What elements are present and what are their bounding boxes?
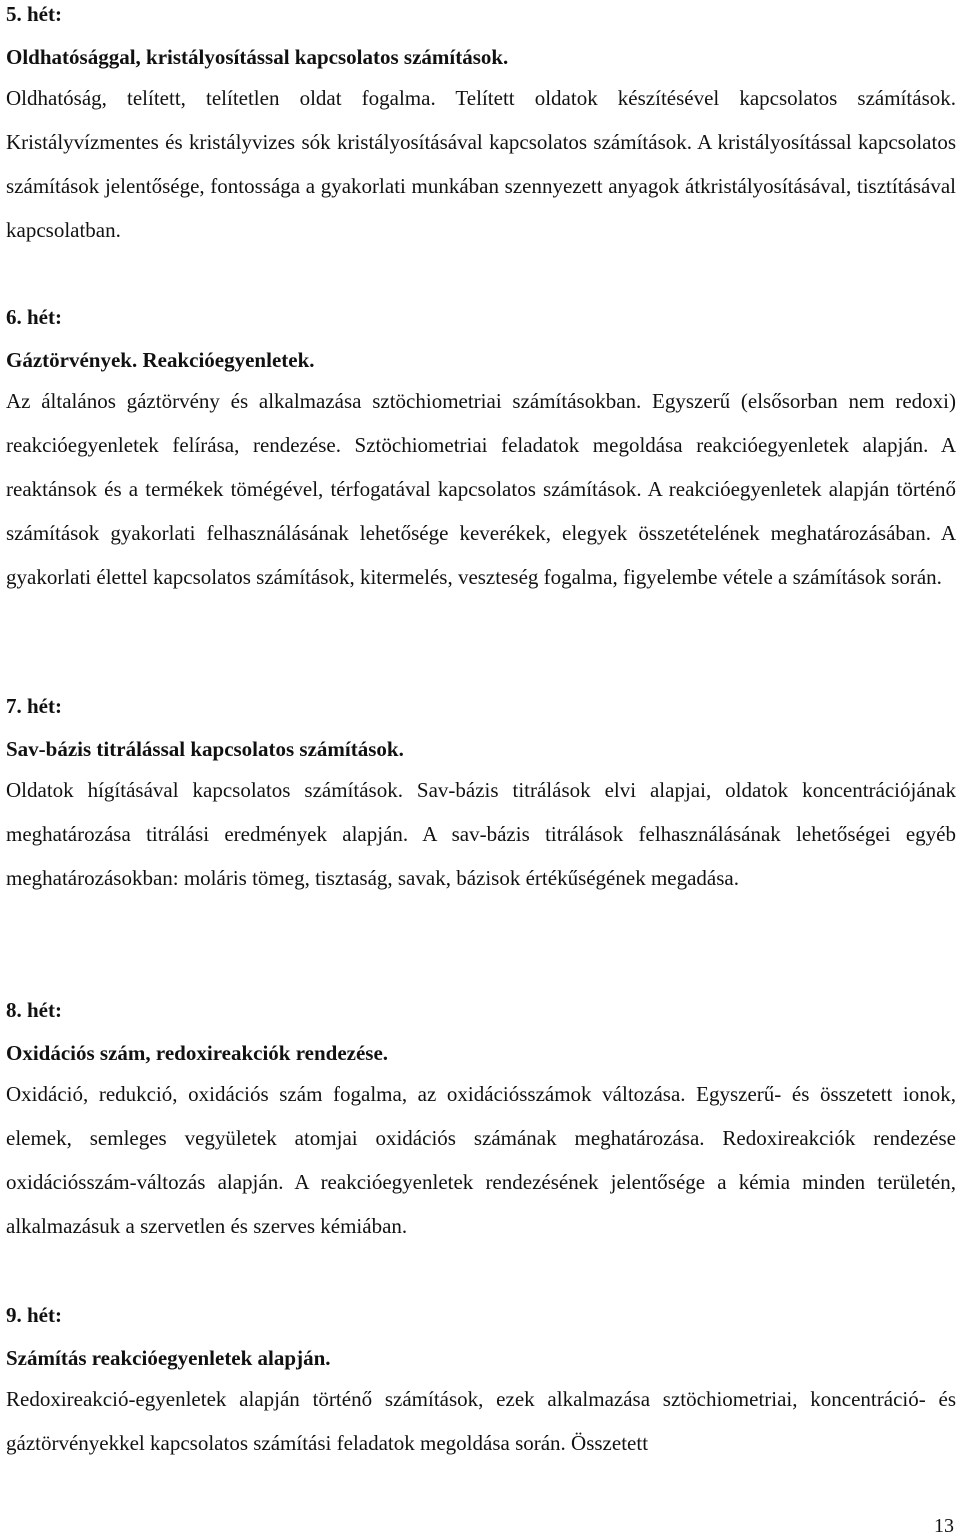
week-5-section bbox=[6, 4, 956, 252]
week-6-title: Gáztörvények. Reakcióegyenletek. bbox=[6, 348, 315, 372]
week-5-label: 5. hét: bbox=[6, 2, 62, 26]
week-7-title: Sav-bázis titrálással kapcsolatos számítások. bbox=[6, 737, 404, 761]
week-8-label: 8. hét: bbox=[6, 998, 62, 1022]
week-6-body: Az általános gáztörvény és alkalmazása sztöchiometriai számításokban. Egyszerű (elsősorban nem redoxi) reakcióegyenletek felírása, rendezése. Sztöchiometriai feladatok megoldása reakcióegyenletek alapján. A reaktánsok és a termékek tömégével, térfogatával kapcsolatos számítások. A reakcióegyenletek alapján történő számítások gyakorlati felhasználásának lehetősége keverékek, elegyek összetételének meghatározásában. A gyakorlati élettel kapcsolatos számítások, kitermelés, veszteség fogalma, figyelembe vétele a számítások során. bbox=[6, 389, 956, 589]
week-6-label: 6. hét: bbox=[6, 305, 62, 329]
page-number: 13 bbox=[934, 1515, 954, 1537]
week-7-label: 7. hét: bbox=[6, 694, 62, 718]
week-6-section bbox=[6, 307, 956, 599]
week-9-body: Redoxireakció-egyenletek alapján történő számítások, ezek alkalmazása sztöchiometriai, koncentráció- és gáztörvényekkel kapcsolatos számítási feladatok megoldása során. Összetett bbox=[6, 1387, 956, 1455]
week-7-section bbox=[6, 696, 956, 900]
week-9-label: 9. hét: bbox=[6, 1303, 62, 1327]
week-8-title: Oxidációs szám, redoxireakciók rendezése. bbox=[6, 1041, 389, 1065]
week-9-section bbox=[6, 1305, 956, 1465]
week-5-body: Oldhatóság, telített, telítetlen oldat fogalma. Telített oldatok készítésével kapcsolatos számítások. Kristályvízmentes és kristályvizes sók kristályosításával kapcsolatos számítások. A kristályosítással kapcsolatos számítások jelentősége, fontossága a gyakorlati munkában szennyezett anyagok átkristályosításával, tisztításával kapcsolatban. bbox=[6, 86, 956, 242]
week-9-title: Számítás reakcióegyenletek alapján. bbox=[6, 1346, 331, 1370]
week-7-body: Oldatok hígításával kapcsolatos számítások. Sav-bázis titrálások elvi alapjai, oldatok koncentrációjának meghatározása titrálási eredmények alapján. A sav-bázis titrálások felhasználásának lehetőségei egyéb meghatározásokban: moláris tömeg, tisztaság, savak, bázisok értékűségének megadása. bbox=[6, 778, 956, 890]
week-8-body: Oxidáció, redukció, oxidációs szám fogalma, az oxidációsszámok változása. Egyszerű- és összetett ionok, elemek, semleges vegyületek atomjai oxidációs számának meghatározása. Redoxireakciók rendezése oxidációsszám-változás alapján. A reakcióegyenletek rendezésének jelentősége a kémia minden területén, alkalmazásuk a szervetlen és szerves kémiában. bbox=[6, 1082, 956, 1238]
week-5-title: Oldhatósággal, kristályosítással kapcsolatos számítások. bbox=[6, 45, 509, 69]
week-8-section bbox=[6, 1000, 956, 1248]
